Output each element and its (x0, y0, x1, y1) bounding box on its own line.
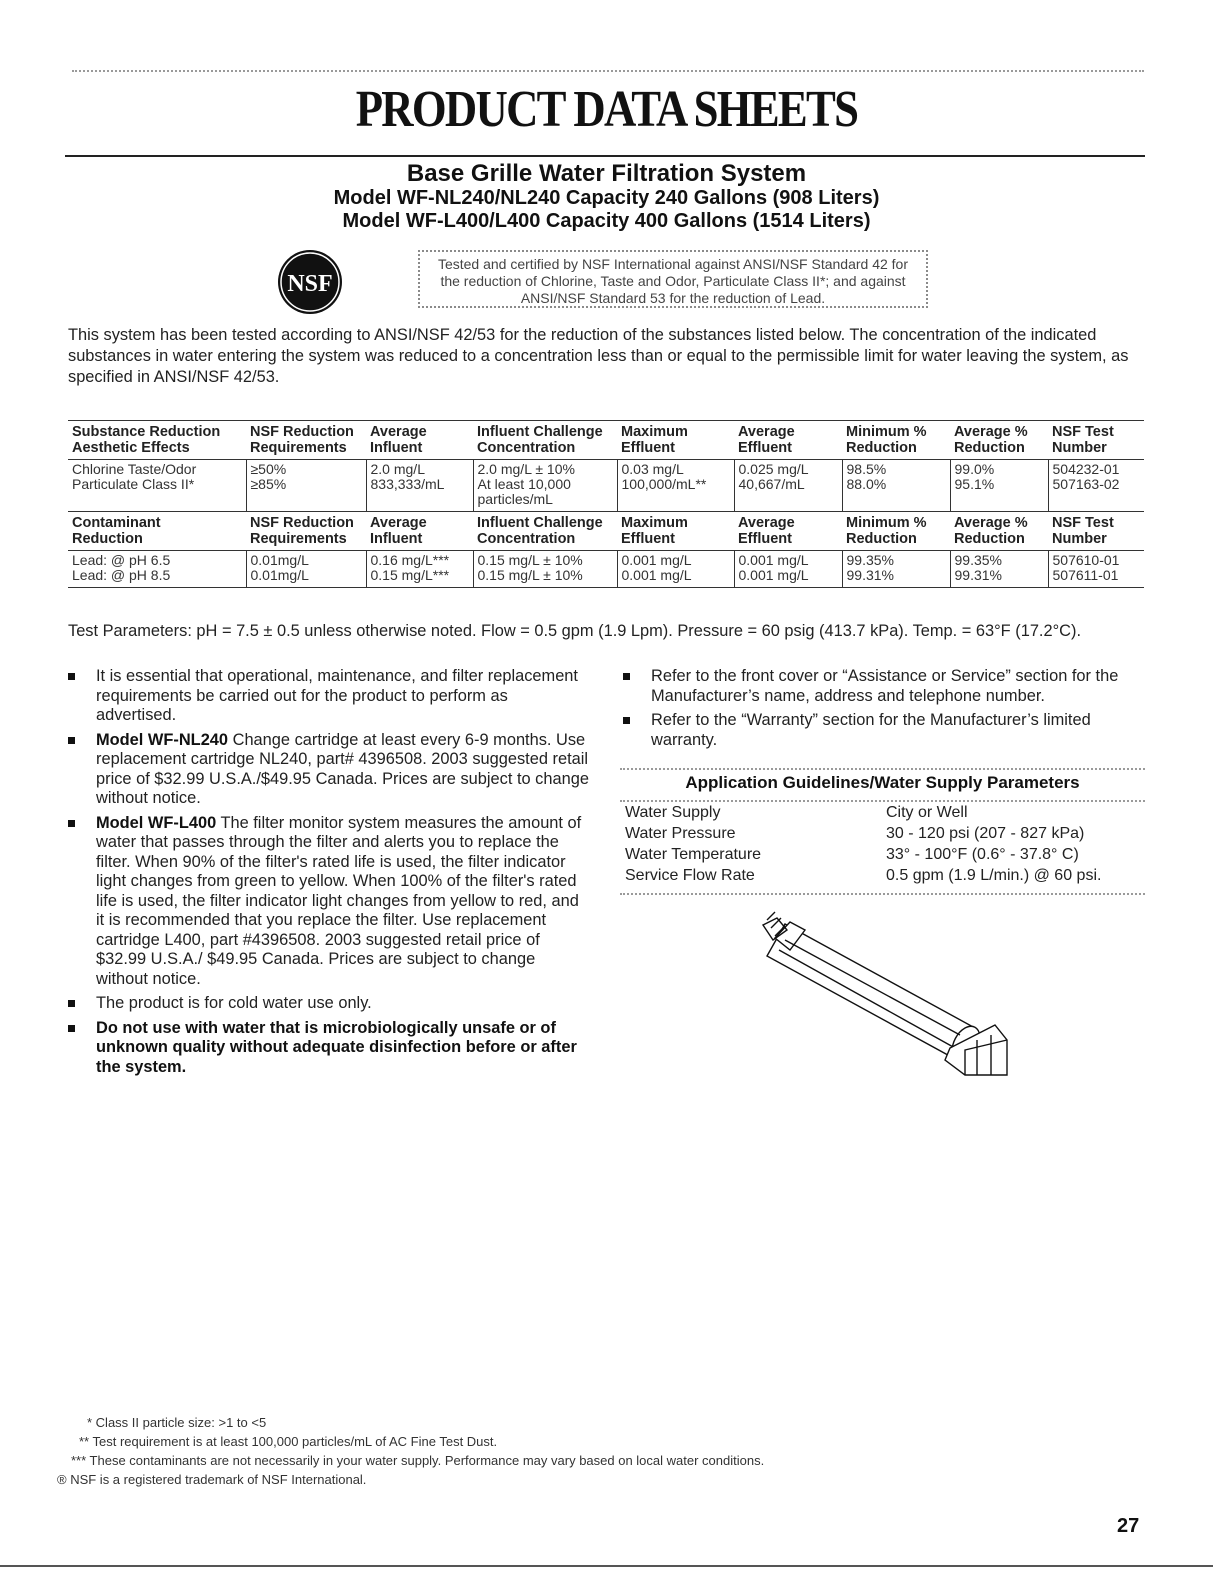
table-cell: 0.15 mg/L ± 10% 0.15 mg/L ± 10% (473, 551, 617, 588)
column-header: NSF Test Number (1048, 512, 1144, 551)
column-header: Average Influent (366, 512, 473, 551)
table-cell: 504232-01 507163-02 (1048, 460, 1144, 512)
top-dotted-rule (72, 70, 1144, 72)
title-rule (65, 155, 1145, 157)
model-line-2: Model WF-L400/L400 Capacity 400 Gallons (1514 Liters) (342, 210, 871, 232)
column-header: Average Influent (366, 421, 473, 460)
bullet-text: Refer to the “Warranty” section for the Manufacturer’s limited warranty. (651, 711, 1091, 749)
column-header: Average % Reduction (950, 421, 1048, 460)
test-parameters: Test Parameters: pH = 7.5 ± 0.5 unless otherwise noted. Flow = 0.5 gpm (1.9 Lpm). Pressure = 60 psig (413.7 kPa). Temp. = 63°F (17.2°C). (68, 622, 1082, 640)
column-header: Influent Challenge Concentration (473, 421, 617, 460)
column-header: Influent Challenge Concentration (473, 512, 617, 551)
footnote: ® NSF is a registered trademark of NSF International. (57, 1472, 367, 1487)
certification-box: Tested and certified by NSF International against ANSI/NSF Standard 42 for the reduction of Chlorine, Taste and Odor, Particulate Class II*; and against ANSI/NSF Standard 53 for the reduction of Lead. (418, 250, 928, 308)
column-header: NSF Reduction Requirements (246, 421, 366, 460)
table-cell: 0.001 mg/L 0.001 mg/L (734, 551, 842, 588)
column-header: Substance Reduction Aesthetic Effects (68, 421, 246, 460)
column-header: Maximum Effluent (617, 421, 734, 460)
bullet-item (65, 994, 590, 1014)
nsf-logo-text: NSF (287, 271, 333, 297)
bullet-item (65, 667, 590, 726)
system-title: Base Grille Water Filtration System (406, 160, 807, 187)
column-header: NSF Reduction Requirements (246, 512, 366, 551)
right-bullet-list (620, 667, 1145, 755)
bullet-square-icon (68, 1000, 75, 1007)
app-top-rule (620, 768, 1145, 770)
application-row (625, 802, 1145, 823)
contaminant-header-row (68, 512, 1144, 551)
bullet-text: Refer to the front cover or “Assistance or Service” section for the Manufacturer’s name, address and telephone number. (651, 667, 1119, 705)
application-table (625, 802, 1145, 886)
application-label: Water Supply (625, 804, 721, 821)
application-row (625, 844, 1145, 865)
bullet-text: The filter monitor system measures the amount of water that passes through the filter and alerts you to replace the filter. When 90% of the filter's rated life is used, the filter indicator light changes from green to yellow. When 100% of the filter's rated life is used, the filter indicator light changes from yellow to red, and it is recommended that you replace the filter. Use replacement cartridge L400, part #4396508. 2003 suggested retail price of $32.99 U.S.A./ $49.95 Canada. Prices are subject to change without notice. (96, 813, 582, 988)
table-cell: Lead: @ pH 6.5 Lead: @ pH 8.5 (68, 551, 246, 588)
table-cell: 0.01mg/L 0.01mg/L (246, 551, 366, 588)
application-value: 33° - 100°F (0.6° - 37.8° C) (886, 846, 1079, 863)
table-cell: ≥50% ≥85% (246, 460, 366, 512)
aesthetic-header-row (68, 421, 1144, 460)
table-cell: 98.5% 88.0% (842, 460, 950, 512)
column-header: Maximum Effluent (617, 512, 734, 551)
bullet-square-icon (68, 673, 75, 680)
application-value: 30 - 120 psi (207 - 827 kPa) (886, 825, 1085, 842)
table-cell: 99.0% 95.1% (950, 460, 1048, 512)
table-row (68, 551, 1144, 588)
application-row (625, 865, 1145, 886)
bullet-item (620, 711, 1145, 750)
table-cell: 0.001 mg/L 0.001 mg/L (617, 551, 734, 588)
application-label: Water Pressure (625, 825, 736, 842)
application-value: City or Well (886, 804, 968, 821)
bullet-square-icon (68, 737, 75, 744)
left-bullet-list (65, 667, 590, 1082)
page-title: PRODUCT DATA SHEETS (355, 81, 858, 138)
table-cell: 2.0 mg/L ± 10% At least 10,000 particles/mL (473, 460, 617, 512)
bullet-text: It is essential that operational, maintenance, and filter replacement requirements be carried out for the product to perform as advertised. (96, 667, 578, 724)
bullet-item (65, 814, 590, 990)
table-row (68, 460, 1144, 512)
table-cell: 0.16 mg/L*** 0.15 mg/L*** (366, 551, 473, 588)
column-header: Average Effluent (734, 421, 842, 460)
bullet-bold-text: Model WF-NL240 (96, 730, 229, 749)
table-cell: 507610-01 507611-01 (1048, 551, 1144, 588)
footnote: *** These contaminants are not necessarily in your water supply. Performance may vary based on local water conditions. (71, 1453, 765, 1468)
application-label: Water Temperature (625, 846, 762, 863)
intro-paragraph: This system has been tested according to ANSI/NSF 42/53 for the reduction of the substances listed below. The concentration of the indicated substances in water entering the system was reduced to a concentration less than or equal to the permissible limit for water leaving the system, as specified in ANSI/NSF 42/53. (68, 326, 1129, 386)
table-cell: 99.35% 99.31% (842, 551, 950, 588)
app-bottom-rule (620, 893, 1145, 895)
bullet-square-icon (68, 1025, 75, 1032)
application-row (625, 823, 1145, 844)
page-number: 27 (1117, 1515, 1140, 1537)
filter-cartridge-icon (745, 910, 1025, 1080)
column-header: Average % Reduction (950, 512, 1048, 551)
footnotes (57, 1413, 764, 1489)
bullet-square-icon (68, 820, 75, 827)
column-header: Contaminant Reduction (68, 512, 246, 551)
application-title: Application Guidelines/Water Supply Parameters (685, 773, 1080, 792)
bullet-bold-text: Model WF-L400 (96, 813, 217, 832)
bullet-item (65, 731, 590, 809)
column-header: NSF Test Number (1048, 421, 1144, 460)
table-cell: Chlorine Taste/Odor Particulate Class II* (68, 460, 246, 512)
model-line-1: Model WF-NL240/NL240 Capacity 240 Gallons (908 Liters) (333, 187, 880, 209)
bullet-item (65, 1019, 590, 1078)
application-value: 0.5 gpm (1.9 L/min.) @ 60 psi. (886, 867, 1102, 884)
table-cell: 0.03 mg/L 100,000/mL** (617, 460, 734, 512)
table-cell: 99.35% 99.31% (950, 551, 1048, 588)
bottom-rule (0, 1565, 1213, 1567)
bullet-square-icon (623, 673, 630, 680)
column-header: Minimum % Reduction (842, 421, 950, 460)
bullet-square-icon (623, 717, 630, 724)
table-cell: 0.025 mg/L 40,667/mL (734, 460, 842, 512)
nsf-logo-icon (275, 247, 345, 317)
performance-data-table (68, 420, 1144, 588)
bullet-bold-text: Do not use with water that is microbiologically unsafe or of unknown quality without adequate disinfection before or after the system. (96, 1018, 577, 1076)
footnote: ** Test requirement is at least 100,000 particles/mL of AC Fine Test Dust. (79, 1434, 498, 1449)
application-label: Service Flow Rate (625, 867, 755, 884)
bullet-item (620, 667, 1145, 706)
table-cell: 2.0 mg/L 833,333/mL (366, 460, 473, 512)
column-header: Average Effluent (734, 512, 842, 551)
bullet-text: The product is for cold water use only. (96, 994, 372, 1012)
bullet-text: Change cartridge at least every 6-9 months. Use replacement cartridge NL240, part# 4396508. 2003 suggested retail price of $32.99 U.S.A./$49.95 Canada. Prices are subject to change without notice. (96, 730, 589, 807)
footnote: * Class II particle size: >1 to <5 (87, 1415, 267, 1430)
column-header: Minimum % Reduction (842, 512, 950, 551)
